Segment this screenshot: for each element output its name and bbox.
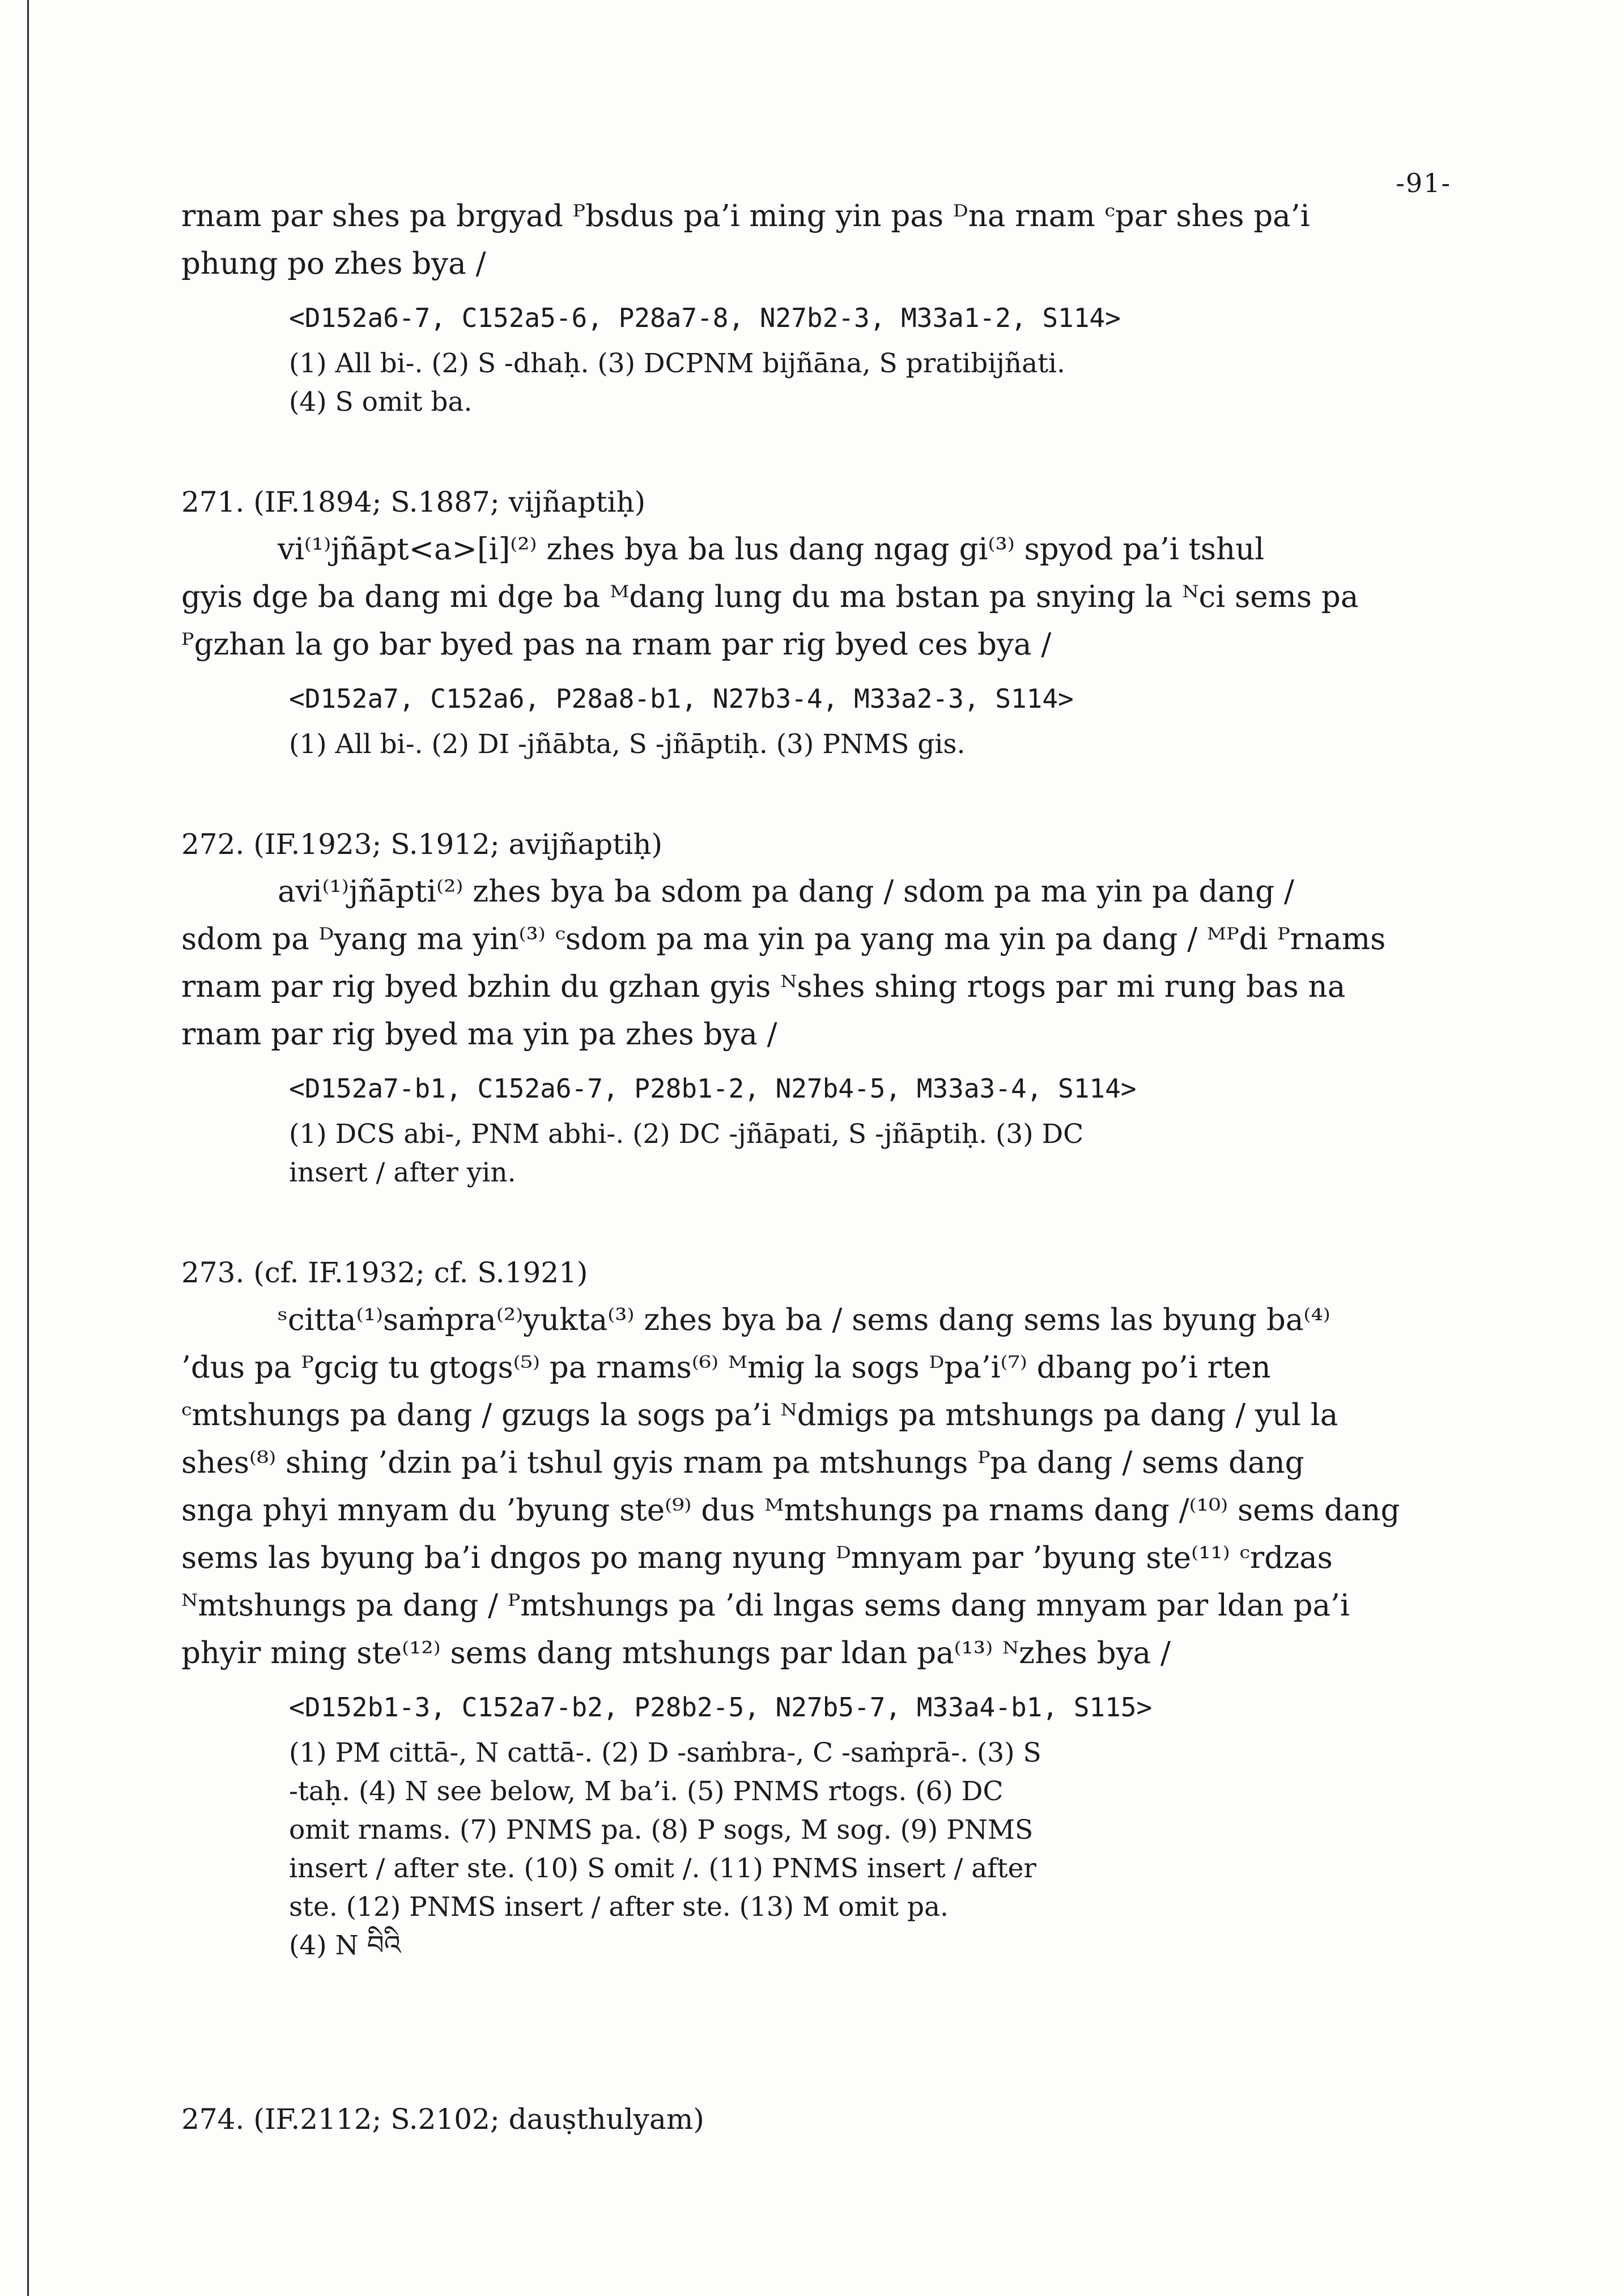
entry-272-head: 272. (IF.1923; S.1912; avijñaptiḥ): [181, 828, 662, 861]
intro-section: [181, 193, 1473, 422]
entry-272-line-4: rnam par rig byed ma yin pa zhes bya /: [181, 1017, 777, 1052]
entry-273-note-2: -taḥ. (4) N see below, M ba’i. (5) PNMS rtogs. (6) DC: [289, 1776, 1004, 1807]
entry-272-line-1: avi⁽¹⁾jñāpti⁽²⁾ zhes bya ba sdom pa dang / sdom pa ma yin pa dang /: [278, 874, 1294, 909]
document-body: [181, 193, 1473, 2143]
entry-273-note-5: ste. (12) PNMS insert / after ste. (13) M omit pa.: [289, 1891, 949, 1923]
entry-272-refs: <D152a7-b1, C152a6-7, P28b1-2, N27b4-5, M33a3-4, S114>: [289, 1073, 1137, 1104]
entry-273-line-2: ’dus pa ᴾgcig tu gtogs⁽⁵⁾ pa rnams⁽⁶⁾ ᴹmig la sogs ᴰpa’i⁽⁷⁾ dbang po’i rten: [181, 1350, 1271, 1385]
intro-line-2: phung po zhes bya /: [181, 246, 486, 281]
intro-note-1: (1) All bi-. (2) S -dhaḥ. (3) DCPNM bijñāna, S pratibijñati.: [289, 348, 1065, 379]
entry-272-note-1: (1) DCS abi-, PNM abhi-. (2) DC -jñāpati, S -jñāptiḥ. (3) DC: [289, 1119, 1084, 1150]
entry-273-notes: [181, 1734, 1473, 1965]
entry-274-head: 274. (IF.2112; S.2102; dauṣthulyam): [181, 2103, 704, 2136]
entry-271: [181, 478, 1473, 764]
entry-273-note-4: insert / after ste. (10) S omit /. (11) PNMS insert / after: [289, 1853, 1036, 1884]
entry-273-head: 273. (cf. IF.1932; cf. S.1921): [181, 1256, 588, 1289]
entry-273-line-3: ᶜmtshungs pa dang / gzugs la sogs pa’i ᴺdmigs pa mtshungs pa dang / yul la: [181, 1398, 1338, 1432]
entry-272-line-3: rnam par rig byed bzhin du gzhan gyis ᴺshes shing rtogs par mi rung bas na: [181, 970, 1346, 1004]
intro-note-2: (4) S omit ba.: [289, 386, 473, 418]
entry-271-notes: [181, 725, 1473, 764]
entry-274: [181, 2095, 1473, 2143]
entry-271-line-3: ᴾgzhan la go bar byed pas na rnam par rig byed ces bya /: [181, 627, 1052, 662]
entry-273-line-6: sems las byung ba’i dngos po mang nyung ᴰmnyam par ’byung ste⁽¹¹⁾ ᶜrdzas: [181, 1541, 1333, 1575]
intro-line-1: rnam par shes pa brgyad ᴾbsdus pa’i ming yin pas ᴰna rnam ᶜpar shes pa’i: [181, 199, 1310, 233]
entry-273-note-3: omit rnams. (7) PNMS pa. (8) P sogs, M sog. (9) PNMS: [289, 1814, 1034, 1846]
entry-272-note-2: insert / after yin.: [289, 1157, 516, 1188]
entry-271-note-1: (1) All bi-. (2) DI -jñābta, S -jñāptiḥ. (3) PNMS gis.: [289, 729, 966, 760]
entry-273-line-8: phyir ming ste⁽¹²⁾ sems dang mtshungs par ldan pa⁽¹³⁾ ᴺzhes bya /: [181, 1636, 1171, 1670]
entry-273-line-5: snga phyi mnyam du ’byung ste⁽⁹⁾ dus ᴹmtshungs pa rnams dang /⁽¹⁰⁾ sems dang: [181, 1493, 1400, 1528]
intro-refs: <D152a6-7, C152a5-6, P28a7-8, N27b2-3, M33a1-2, S114>: [289, 303, 1121, 333]
entry-273-line-1: ˢcitta⁽¹⁾saṁpra⁽²⁾yukta⁽³⁾ zhes bya ba / sems dang sems las byung ba⁽⁴⁾: [278, 1303, 1330, 1337]
entry-271-refs: <D152a7, C152a6, P28a8-b1, N27b3-4, M33a2-3, S114>: [289, 683, 1074, 714]
margin-line: [27, 0, 29, 2296]
entry-273-line-7: ᴺmtshungs pa dang / ᴾmtshungs pa ’di lngas sems dang mnyam par ldan pa’i: [181, 1588, 1350, 1623]
entry-273-refs: <D152b1-3, C152a7-b2, P28b2-5, N27b5-7, M33a4-b1, S115>: [289, 1692, 1153, 1723]
entry-272: [181, 820, 1473, 1192]
entry-273-line-4: shes⁽⁸⁾ shing ’dzin pa’i tshul gyis rnam pa mtshungs ᴾpa dang / sems dang: [181, 1445, 1304, 1480]
entry-271-line-1: vi⁽¹⁾jñāpt<a>[i]⁽²⁾ zhes bya ba lus dang ngag gi⁽³⁾ spyod pa’i tshul: [278, 532, 1265, 567]
entry-273-note-6: (4) N བིའི: [289, 1930, 401, 1961]
entry-273-note-1: (1) PM cittā-, N cattā-. (2) D -saṁbra-, C -saṁprā-. (3) S: [289, 1737, 1041, 1768]
page-number: -91-: [1396, 168, 1451, 198]
entry-272-notes: [181, 1115, 1473, 1192]
entry-271-head: 271. (IF.1894; S.1887; vijñaptiḥ): [181, 486, 646, 518]
entry-273: [181, 1249, 1473, 1965]
entry-271-line-2: gyis dge ba dang mi dge ba ᴹdang lung du ma bstan pa snying la ᴺci sems pa: [181, 580, 1359, 614]
intro-notes: [181, 345, 1473, 422]
entry-272-line-2: sdom pa ᴰyang ma yin⁽³⁾ ᶜsdom pa ma yin pa yang ma yin pa dang / ᴹᴾdi ᴾrnams: [181, 922, 1386, 956]
